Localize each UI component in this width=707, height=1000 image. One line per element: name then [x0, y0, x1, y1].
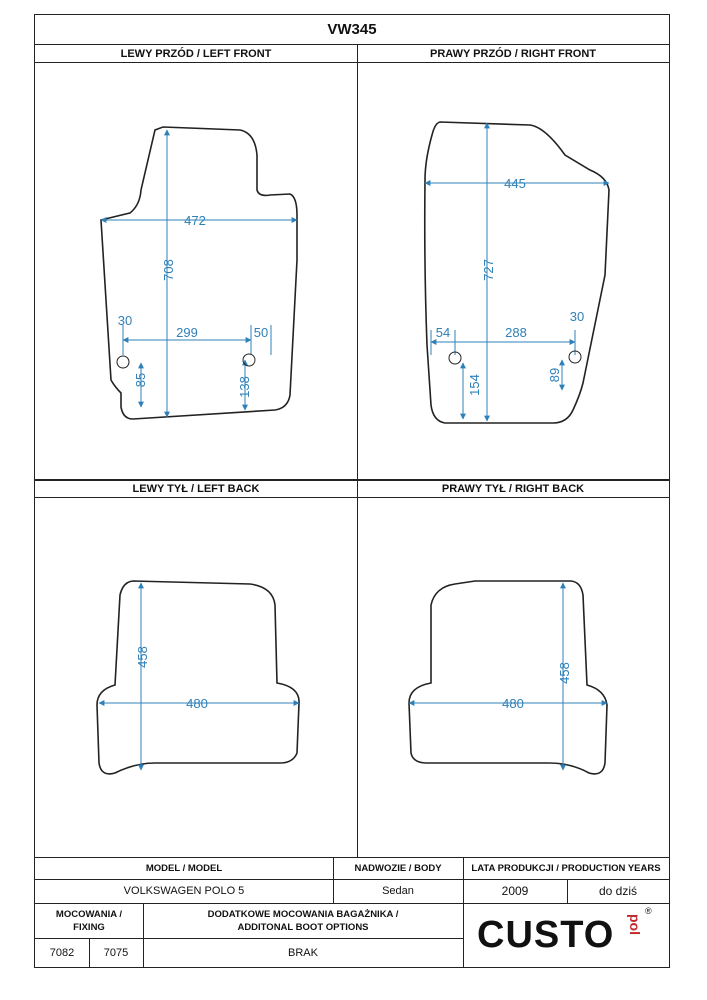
- brand-logo: [463, 904, 669, 967]
- left-back-header: LEWY TYŁ / LEFT BACK: [35, 480, 357, 498]
- left-front-mat: [101, 127, 297, 419]
- boot-options-value: BRAK: [288, 947, 318, 959]
- page-title: VW345: [35, 15, 669, 45]
- drawing-sheet: [34, 14, 670, 968]
- dim-label-width: 480: [502, 696, 524, 711]
- logo-sub: pol: [627, 914, 643, 935]
- dim-label-hole-right-h: 138: [237, 376, 252, 398]
- right-front-mat: [425, 122, 609, 423]
- dim-label-height: 458: [557, 662, 572, 684]
- fixing-code-1: 7082: [49, 947, 75, 959]
- dim-label-height: 727: [481, 259, 496, 281]
- mat-drawings: [35, 15, 669, 857]
- body-label: NADWOZIE / BODY: [354, 863, 442, 874]
- left-back-outline: [97, 581, 299, 774]
- model-label: MODEL / MODEL: [145, 863, 223, 874]
- boot-options-label: DODATKOWE MOCOWANIA BAGAŻNIKA / ADDITONAL BOOT OPTIONS: [207, 909, 399, 933]
- dim-label-width: 480: [186, 696, 208, 711]
- dim-label-height: 458: [135, 646, 150, 668]
- dim-label-width: 472: [184, 213, 206, 228]
- dim-label-hole-span: 288: [505, 325, 527, 340]
- dim-label-hole-right: 30: [569, 309, 585, 324]
- left-front-outline: [101, 127, 297, 419]
- dim-label-hole-span: 299: [176, 325, 198, 340]
- right-back-mat: [409, 581, 607, 774]
- fixing-label: MOCOWANIA / FIXING: [55, 909, 123, 933]
- left-back-mat: [97, 581, 299, 774]
- right-back-header: PRAWY TYŁ / RIGHT BACK: [357, 480, 669, 498]
- right-front-outline: [425, 122, 609, 423]
- fixing-code-2: 7075: [103, 947, 129, 959]
- right-back-outline: [409, 581, 607, 774]
- left-front-header: LEWY PRZÓD / LEFT FRONT: [35, 45, 357, 63]
- fixing-hole: [117, 356, 129, 368]
- years-label: LATA PRODUKCJI / PRODUCTION YEARS: [471, 863, 661, 874]
- dim-label-width: 445: [504, 176, 526, 191]
- dim-label-hole-left: 30: [117, 313, 133, 328]
- right-front-header: PRAWY PRZÓD / RIGHT FRONT: [357, 45, 669, 63]
- year-from: 2009: [501, 884, 529, 898]
- body-value: Sedan: [382, 885, 414, 897]
- dim-label-hole-left-h: 85: [133, 372, 148, 388]
- registered-mark: ®: [645, 906, 652, 916]
- model-value: VOLKSWAGEN POLO 5: [123, 885, 245, 897]
- dim-label-hole-left-h: 154: [467, 374, 482, 396]
- year-to: do dziś: [598, 884, 638, 898]
- dim-label-hole-right: 50: [253, 325, 269, 340]
- dim-label-hole-right-h: 89: [547, 367, 562, 383]
- dim-label-height: 708: [161, 259, 176, 281]
- logo-text: CUSTO: [477, 914, 615, 956]
- dim-label-hole-left: 54: [435, 325, 451, 340]
